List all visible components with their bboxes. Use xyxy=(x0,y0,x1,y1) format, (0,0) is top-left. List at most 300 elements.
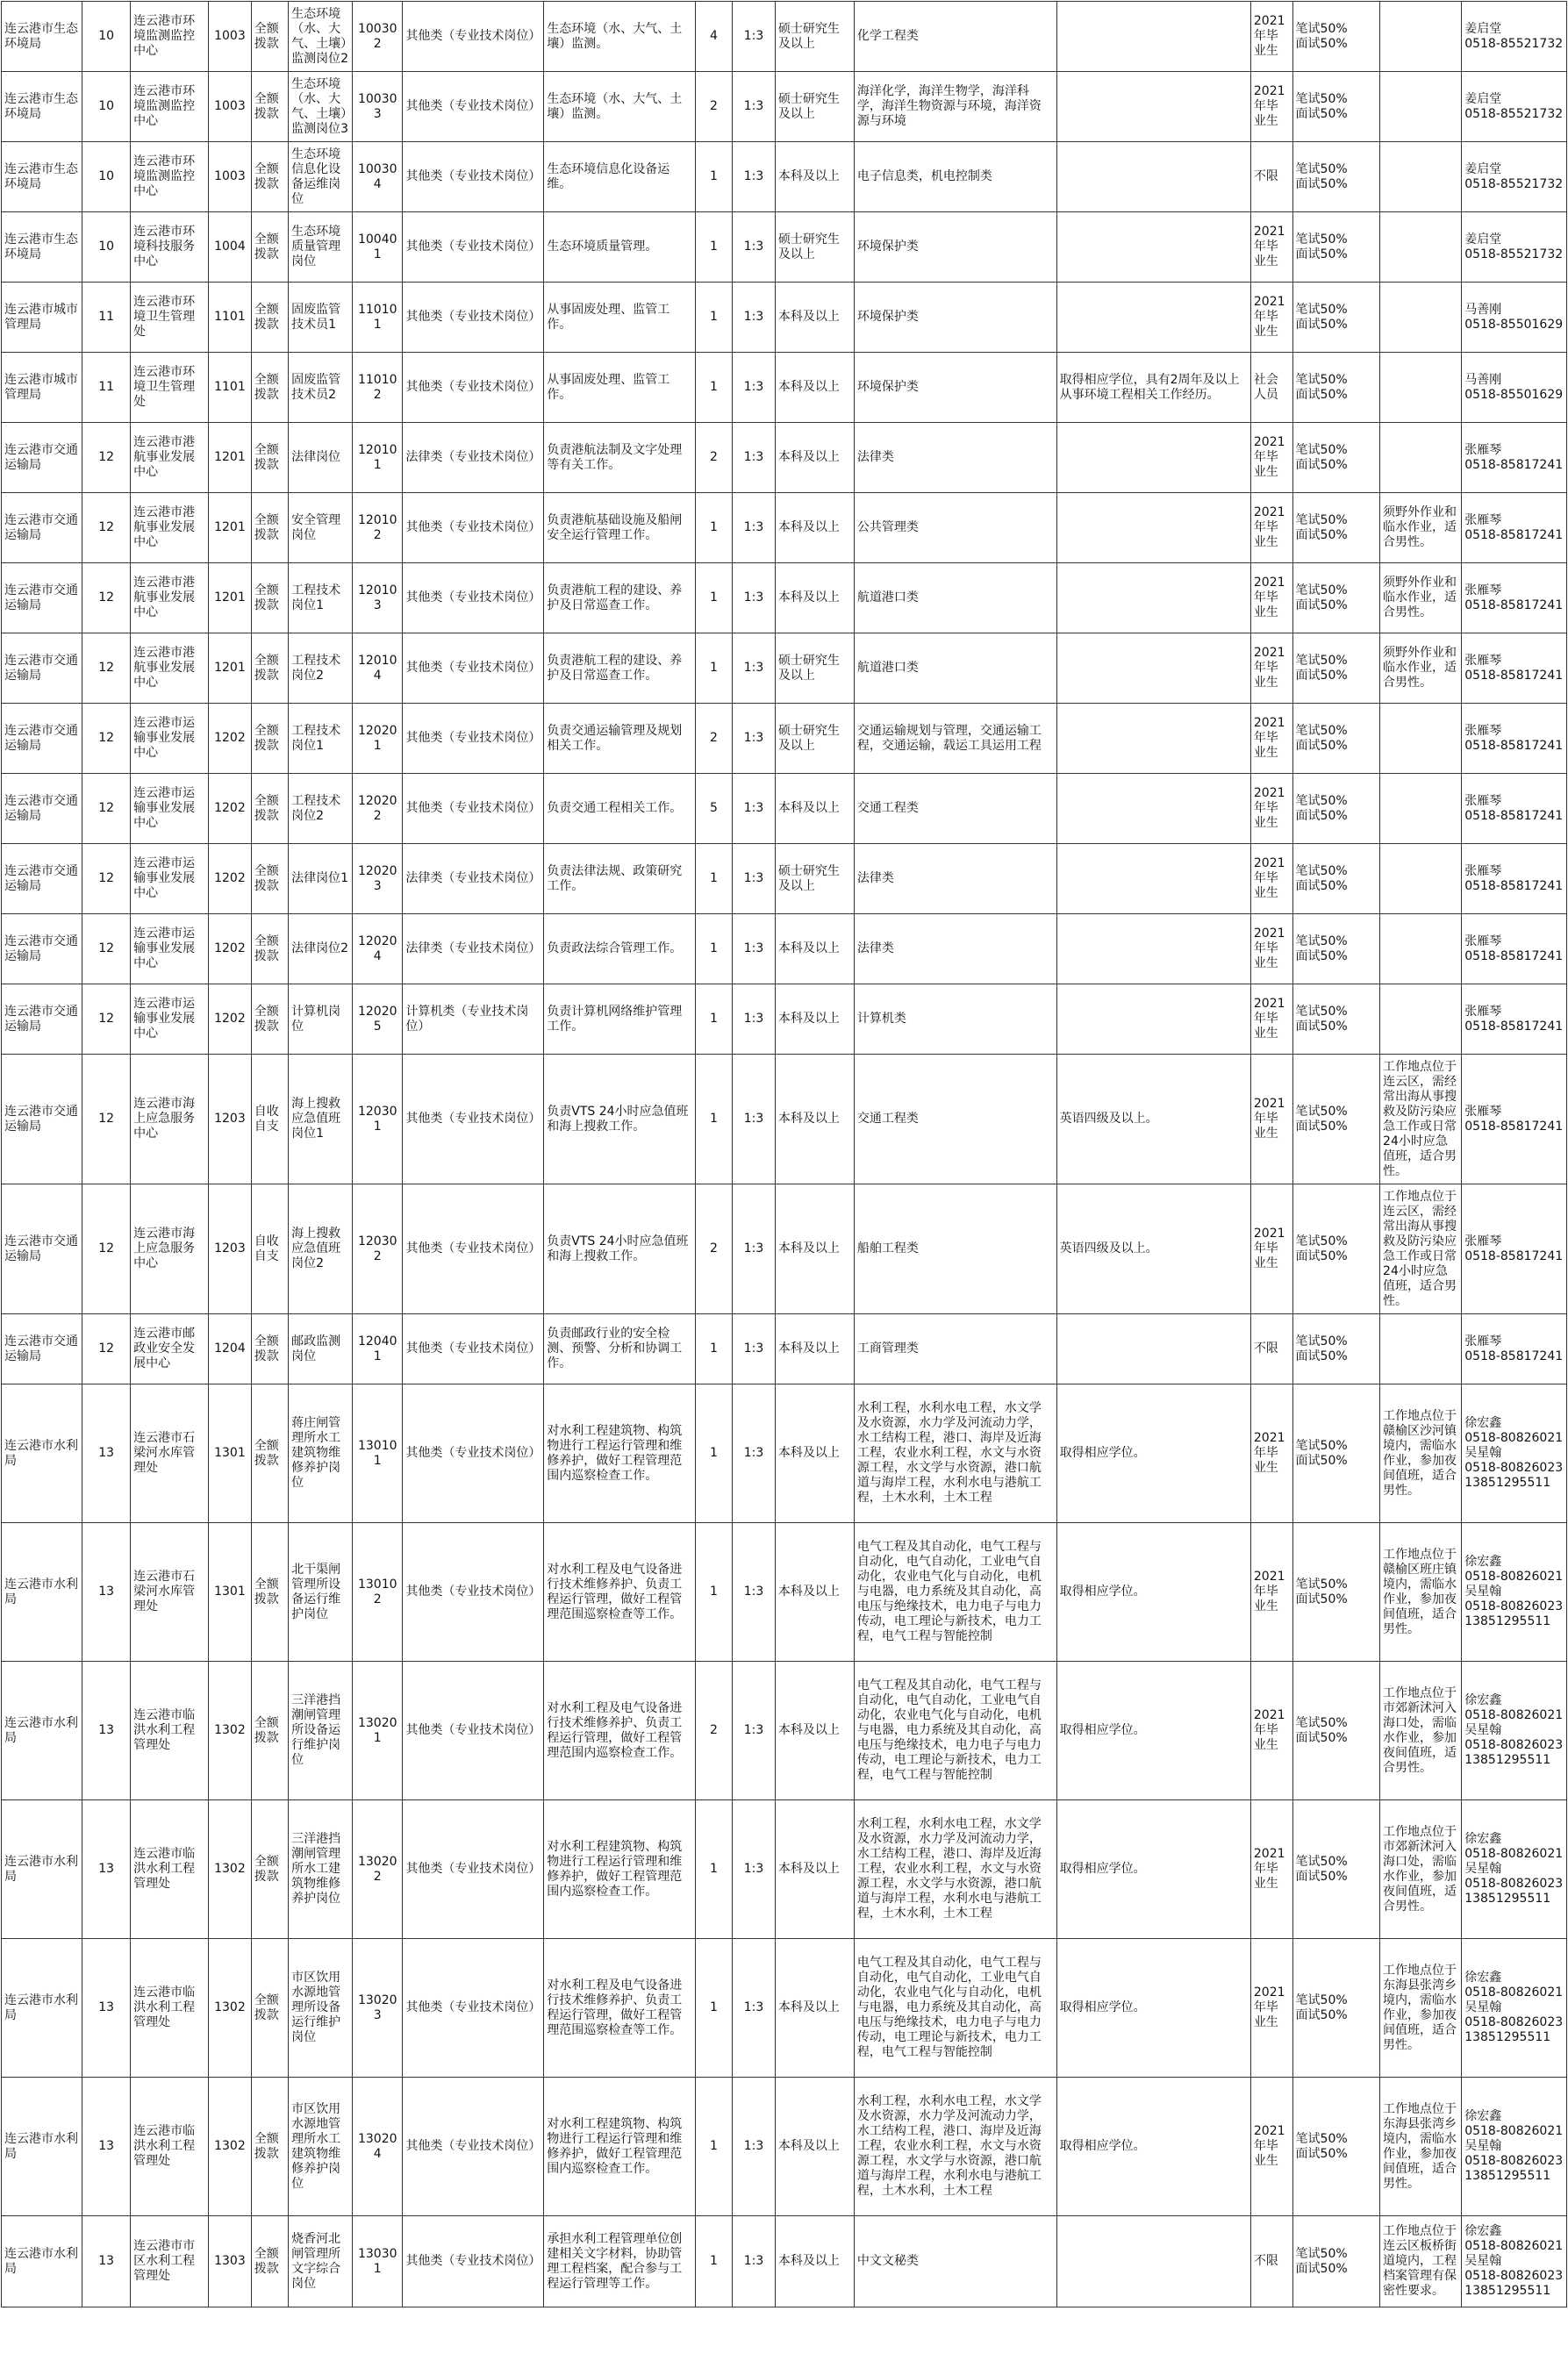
remark-cell: 工作地点位于连云区，需经常出海从事搜救及防污染应急工作或日常24小时应急值班，适合男性。 xyxy=(1380,1055,1462,1184)
remark-cell xyxy=(1380,142,1462,212)
exam-weight-cell: 笔试50% 面试50% xyxy=(1292,2,1380,72)
education-cell: 本科及以上 xyxy=(775,1939,854,2078)
table-row xyxy=(2,2,1567,72)
contact-cell: 姜启堂 0518-85521732 xyxy=(1462,72,1567,142)
post-category-cell: 其他类（专业技术岗位） xyxy=(403,1662,544,1800)
recruit-target-cell: 2021年毕业生 xyxy=(1250,423,1292,493)
post-category-cell: 其他类（专业技术岗位） xyxy=(403,2216,544,2307)
unit-cell: 连云港市环境监测监控中心 xyxy=(131,142,209,212)
funding-type-cell: 自收自支 xyxy=(251,1184,288,1314)
duty-cell: 对水利工程及电气设备进行技术维修养护、负责工程运行管理，做好工程管理范围巡察检查等工作。 xyxy=(544,1523,696,1662)
recruit-target-cell: 2021年毕业生 xyxy=(1250,1523,1292,1662)
duty-cell: 负责交通运输管理及规划相关工作。 xyxy=(544,704,696,774)
exam-weight-cell: 笔试50% 面试50% xyxy=(1292,212,1380,283)
exam-ratio-cell: 1:3 xyxy=(733,493,776,563)
other-requirement-cell xyxy=(1056,212,1250,283)
department-code-cell: 11 xyxy=(82,283,131,353)
table-row xyxy=(2,633,1567,704)
education-cell: 本科及以上 xyxy=(775,493,854,563)
major-cell: 电气工程及其自动化，电气工程与自动化，电气自动化，工业电气自动化，农业电气化与自动化，电机与电器，电力系统及其自动化，高电压与绝缘技术，电力电子与电力传动，电工理论与新技术，电力工程，电气工程与智能控制 xyxy=(854,1939,1056,2078)
recruit-target-cell: 2021年毕业生 xyxy=(1250,1800,1292,1939)
other-requirement-cell xyxy=(1056,72,1250,142)
table-row xyxy=(2,423,1567,493)
unit-code-cell: 1302 xyxy=(209,1939,252,2078)
post-category-cell: 其他类（专业技术岗位） xyxy=(403,283,544,353)
exam-weight-cell: 笔试50% 面试50% xyxy=(1292,704,1380,774)
post-name-cell: 北干渠闸管理所设备运行维护岗位 xyxy=(289,1523,353,1662)
post-code-cell: 110102 xyxy=(353,353,403,423)
duty-cell: 生态环境（水、大气、土壤）监测。 xyxy=(544,72,696,142)
post-name-cell: 工程技术岗位2 xyxy=(289,774,353,844)
department-code-cell: 13 xyxy=(82,1384,131,1523)
duty-cell: 对水利工程及电气设备进行技术维修养护、负责工程运行管理，做好工程管理范围内巡察检查工作。 xyxy=(544,1662,696,1800)
table-row xyxy=(2,2078,1567,2216)
unit-cell: 连云港市港航事业发展中心 xyxy=(131,423,209,493)
duty-cell: 负责政法综合管理工作。 xyxy=(544,914,696,984)
post-category-cell: 计算机类（专业技术岗位） xyxy=(403,984,544,1055)
major-cell: 法律类 xyxy=(854,423,1056,493)
post-name-cell: 工程技术岗位1 xyxy=(289,704,353,774)
major-cell: 法律类 xyxy=(854,844,1056,914)
post-code-cell: 120101 xyxy=(353,423,403,493)
post-code-cell: 120201 xyxy=(353,704,403,774)
funding-type-cell: 全额拨款 xyxy=(251,283,288,353)
education-cell: 硕士研究生及以上 xyxy=(775,844,854,914)
unit-code-cell: 1201 xyxy=(209,423,252,493)
major-cell: 船舶工程类 xyxy=(854,1184,1056,1314)
unit-cell: 连云港市石梁河水库管理处 xyxy=(131,1384,209,1523)
contact-cell: 徐宏鑫 0518-80826021 吴星翰 0518-80826023 13851295511 xyxy=(1462,2078,1567,2216)
unit-code-cell: 1203 xyxy=(209,1055,252,1184)
department-code-cell: 11 xyxy=(82,353,131,423)
post-name-cell: 生态环境质量管理岗位 xyxy=(289,212,353,283)
contact-cell: 张雁琴 0518-85817241 xyxy=(1462,563,1567,633)
recruit-target-cell: 2021年毕业生 xyxy=(1250,493,1292,563)
department-cell: 连云港市城市管理局 xyxy=(2,353,82,423)
major-cell: 交通运输规划与管理，交通运输工程，交通运输，载运工具运用工程 xyxy=(854,704,1056,774)
other-requirement-cell xyxy=(1056,704,1250,774)
headcount-cell: 1 xyxy=(695,633,732,704)
table-row xyxy=(2,984,1567,1055)
post-code-cell: 130101 xyxy=(353,1384,403,1523)
major-cell: 电气工程及其自动化，电气工程与自动化，电气自动化，工业电气自动化，农业电气化与自动化，电机与电器，电力系统及其自动化，高电压与绝缘技术，电力电子与电力传动，电工理论与新技术，电力工程，电气工程与智能控制 xyxy=(854,1523,1056,1662)
post-name-cell: 工程技术岗位1 xyxy=(289,563,353,633)
department-code-cell: 12 xyxy=(82,984,131,1055)
exam-weight-cell: 笔试50% 面试50% xyxy=(1292,1662,1380,1800)
major-cell: 航道港口类 xyxy=(854,563,1056,633)
exam-ratio-cell: 1:3 xyxy=(733,353,776,423)
funding-type-cell: 全额拨款 xyxy=(251,1939,288,2078)
remark-cell xyxy=(1380,984,1462,1055)
major-cell: 环境保护类 xyxy=(854,353,1056,423)
funding-type-cell: 全额拨款 xyxy=(251,1800,288,1939)
post-code-cell: 100304 xyxy=(353,142,403,212)
major-cell: 环境保护类 xyxy=(854,283,1056,353)
other-requirement-cell: 取得相应学位。 xyxy=(1056,1523,1250,1662)
contact-cell: 张雁琴 0518-85817241 xyxy=(1462,844,1567,914)
exam-ratio-cell: 1:3 xyxy=(733,984,776,1055)
education-cell: 本科及以上 xyxy=(775,563,854,633)
department-code-cell: 12 xyxy=(82,493,131,563)
post-category-cell: 其他类（专业技术岗位） xyxy=(403,2,544,72)
exam-ratio-cell: 1:3 xyxy=(733,914,776,984)
education-cell: 本科及以上 xyxy=(775,774,854,844)
department-cell: 连云港市交通运输局 xyxy=(2,1314,82,1384)
department-code-cell: 13 xyxy=(82,1662,131,1800)
remark-cell: 工作地点位于赣榆区沙河镇境内，需临水作业，参加夜间值班，适合男性。 xyxy=(1380,1384,1462,1523)
headcount-cell: 1 xyxy=(695,493,732,563)
department-code-cell: 12 xyxy=(82,423,131,493)
unit-cell: 连云港市临洪水利工程管理处 xyxy=(131,1800,209,1939)
exam-weight-cell: 笔试50% 面试50% xyxy=(1292,984,1380,1055)
exam-weight-cell: 笔试50% 面试50% xyxy=(1292,774,1380,844)
other-requirement-cell xyxy=(1056,563,1250,633)
duty-cell: 负责港航工程的建设、养护及日常巡查工作。 xyxy=(544,563,696,633)
department-cell: 连云港市交通运输局 xyxy=(2,914,82,984)
exam-ratio-cell: 1:3 xyxy=(733,1662,776,1800)
major-cell: 水利工程，水利水电工程，水文学及水资源，水力学及河流动力学，水工结构工程，港口、海岸及近海工程，农业水利工程，水文与水资源工程，水文学与水资源，港口航道与海岸工程，水利水电与港航工程，土木水利，土木工程 xyxy=(854,2078,1056,2216)
recruit-target-cell: 2021年毕业生 xyxy=(1250,563,1292,633)
table-row xyxy=(2,1184,1567,1314)
remark-cell xyxy=(1380,283,1462,353)
post-name-cell: 固废监管技术员2 xyxy=(289,353,353,423)
exam-ratio-cell: 1:3 xyxy=(733,1184,776,1314)
post-name-cell: 市区饮用水源地管理所设备运行维护岗位 xyxy=(289,1939,353,2078)
headcount-cell: 1 xyxy=(695,1523,732,1662)
department-cell: 连云港市水利局 xyxy=(2,2078,82,2216)
contact-cell: 姜启堂 0518-85521732 xyxy=(1462,212,1567,283)
recruit-target-cell: 2021年毕业生 xyxy=(1250,2078,1292,2216)
other-requirement-cell xyxy=(1056,844,1250,914)
headcount-cell: 1 xyxy=(695,2216,732,2307)
exam-weight-cell: 笔试50% 面试50% xyxy=(1292,2216,1380,2307)
unit-code-cell: 1101 xyxy=(209,283,252,353)
unit-cell: 连云港市环境监测监控中心 xyxy=(131,72,209,142)
duty-cell: 对水利工程建筑物、构筑物进行工程运行管理和维修养护，做好工程管理范围内巡察检查工作。 xyxy=(544,2078,696,2216)
funding-type-cell: 全额拨款 xyxy=(251,212,288,283)
funding-type-cell: 全额拨款 xyxy=(251,423,288,493)
exam-weight-cell: 笔试50% 面试50% xyxy=(1292,563,1380,633)
education-cell: 硕士研究生及以上 xyxy=(775,704,854,774)
post-code-cell: 120401 xyxy=(353,1314,403,1384)
unit-cell: 连云港市海上应急服务中心 xyxy=(131,1184,209,1314)
other-requirement-cell: 取得相应学位。 xyxy=(1056,2078,1250,2216)
contact-cell: 张雁琴 0518-85817241 xyxy=(1462,1314,1567,1384)
table-row xyxy=(2,1314,1567,1384)
unit-code-cell: 1003 xyxy=(209,142,252,212)
department-code-cell: 12 xyxy=(82,1184,131,1314)
duty-cell: 对水利工程建筑物、构筑物进行工程运行管理和维修养护，做好工程管理范围内巡察检查工作。 xyxy=(544,1384,696,1523)
exam-ratio-cell: 1:3 xyxy=(733,72,776,142)
recruit-target-cell: 2021年毕业生 xyxy=(1250,774,1292,844)
post-category-cell: 其他类（专业技术岗位） xyxy=(403,1800,544,1939)
contact-cell: 张雁琴 0518-85817241 xyxy=(1462,493,1567,563)
recruit-target-cell: 2021年毕业生 xyxy=(1250,72,1292,142)
remark-cell: 工作地点位于市郊新沭河入海口处，需临水作业，参加夜间值班，适合男性。 xyxy=(1380,1800,1462,1939)
exam-weight-cell: 笔试50% 面试50% xyxy=(1292,1314,1380,1384)
unit-cell: 连云港市市区水利工程管理处 xyxy=(131,2216,209,2307)
post-code-cell: 100302 xyxy=(353,2,403,72)
post-name-cell: 工程技术岗位2 xyxy=(289,633,353,704)
unit-cell: 连云港市运输事业发展中心 xyxy=(131,844,209,914)
contact-cell: 张雁琴 0518-85817241 xyxy=(1462,704,1567,774)
headcount-cell: 2 xyxy=(695,423,732,493)
department-cell: 连云港市交通运输局 xyxy=(2,1055,82,1184)
duty-cell: 承担水利工程管理单位创建相关文字材料，协助管理工程档案，配合参与工程运行管理等工作。 xyxy=(544,2216,696,2307)
exam-weight-cell: 笔试50% 面试50% xyxy=(1292,423,1380,493)
funding-type-cell: 全额拨款 xyxy=(251,844,288,914)
post-category-cell: 其他类（专业技术岗位） xyxy=(403,1384,544,1523)
unit-cell: 连云港市环境科技服务中心 xyxy=(131,212,209,283)
post-name-cell: 市区饮用水源地管理所水工建筑物维修养护岗位 xyxy=(289,2078,353,2216)
post-category-cell: 其他类（专业技术岗位） xyxy=(403,2078,544,2216)
exam-ratio-cell: 1:3 xyxy=(733,1055,776,1184)
department-code-cell: 10 xyxy=(82,2,131,72)
post-name-cell: 生态环境（水、大气、土壤）监测岗位2 xyxy=(289,2,353,72)
other-requirement-cell xyxy=(1056,142,1250,212)
unit-cell: 连云港市邮政业安全发展中心 xyxy=(131,1314,209,1384)
contact-cell: 徐宏鑫 0518-80826021 吴星翰 0518-80826023 13851295511 xyxy=(1462,1662,1567,1800)
funding-type-cell: 全额拨款 xyxy=(251,1662,288,1800)
headcount-cell: 2 xyxy=(695,704,732,774)
headcount-cell: 1 xyxy=(695,914,732,984)
funding-type-cell: 全额拨款 xyxy=(251,353,288,423)
funding-type-cell: 全额拨款 xyxy=(251,704,288,774)
headcount-cell: 1 xyxy=(695,1939,732,2078)
table-row xyxy=(2,142,1567,212)
unit-code-cell: 1202 xyxy=(209,984,252,1055)
exam-weight-cell: 笔试50% 面试50% xyxy=(1292,353,1380,423)
headcount-cell: 1 xyxy=(695,2078,732,2216)
exam-ratio-cell: 1:3 xyxy=(733,633,776,704)
table-row xyxy=(2,2216,1567,2307)
duty-cell: 负责港航法制及文字处理等有关工作。 xyxy=(544,423,696,493)
contact-cell: 姜启堂 0518-85521732 xyxy=(1462,2,1567,72)
contact-cell: 张雁琴 0518-85817241 xyxy=(1462,914,1567,984)
post-code-cell: 130203 xyxy=(353,1939,403,2078)
remark-cell: 工作地点位于东海县张湾乡境内，需临水作业，参加夜间值班，适合男性。 xyxy=(1380,2078,1462,2216)
remark-cell: 工作地点位于东海县张湾乡境内，需临水作业，参加夜间值班，适合男性。 xyxy=(1380,1939,1462,2078)
major-cell: 航道港口类 xyxy=(854,633,1056,704)
post-code-cell: 110101 xyxy=(353,283,403,353)
other-requirement-cell xyxy=(1056,493,1250,563)
remark-cell: 须野外作业和临水作业，适合男性。 xyxy=(1380,633,1462,704)
department-code-cell: 12 xyxy=(82,1314,131,1384)
funding-type-cell: 全额拨款 xyxy=(251,1314,288,1384)
headcount-cell: 1 xyxy=(695,1314,732,1384)
education-cell: 硕士研究生及以上 xyxy=(775,212,854,283)
post-name-cell: 生态环境（水、大气、土壤）监测岗位3 xyxy=(289,72,353,142)
department-cell: 连云港市交通运输局 xyxy=(2,984,82,1055)
table-row xyxy=(2,914,1567,984)
unit-cell: 连云港市运输事业发展中心 xyxy=(131,704,209,774)
duty-cell: 负责法律法规、政策研究工作。 xyxy=(544,844,696,914)
department-cell: 连云港市交通运输局 xyxy=(2,774,82,844)
exam-ratio-cell: 1:3 xyxy=(733,212,776,283)
duty-cell: 对水利工程及电气设备进行技术维修养护、负责工程运行管理，做好工程管理范围巡察检查等工作。 xyxy=(544,1939,696,2078)
unit-code-cell: 1202 xyxy=(209,704,252,774)
unit-code-cell: 1204 xyxy=(209,1314,252,1384)
exam-weight-cell: 笔试50% 面试50% xyxy=(1292,1055,1380,1184)
department-code-cell: 12 xyxy=(82,704,131,774)
post-name-cell: 法律岗位1 xyxy=(289,844,353,914)
recruit-target-cell: 2021年毕业生 xyxy=(1250,1662,1292,1800)
department-cell: 连云港市水利局 xyxy=(2,1384,82,1523)
education-cell: 本科及以上 xyxy=(775,142,854,212)
recruit-target-cell: 2021年毕业生 xyxy=(1250,633,1292,704)
exam-weight-cell: 笔试50% 面试50% xyxy=(1292,72,1380,142)
education-cell: 本科及以上 xyxy=(775,1523,854,1662)
contact-cell: 马善刚 0518-85501629 xyxy=(1462,283,1567,353)
unit-cell: 连云港市环境监测监控中心 xyxy=(131,2,209,72)
exam-weight-cell: 笔试50% 面试50% xyxy=(1292,844,1380,914)
major-cell: 化学工程类 xyxy=(854,2,1056,72)
department-cell: 连云港市交通运输局 xyxy=(2,563,82,633)
unit-code-cell: 1201 xyxy=(209,493,252,563)
department-cell: 连云港市生态环境局 xyxy=(2,2,82,72)
unit-cell: 连云港市运输事业发展中心 xyxy=(131,774,209,844)
post-category-cell: 其他类（专业技术岗位） xyxy=(403,1523,544,1662)
exam-ratio-cell: 1:3 xyxy=(733,1384,776,1523)
post-code-cell: 120205 xyxy=(353,984,403,1055)
education-cell: 本科及以上 xyxy=(775,1184,854,1314)
department-cell: 连云港市水利局 xyxy=(2,1523,82,1662)
remark-cell xyxy=(1380,1314,1462,1384)
duty-cell: 负责港航工程的建设、养护及日常巡查工作。 xyxy=(544,633,696,704)
education-cell: 硕士研究生及以上 xyxy=(775,72,854,142)
unit-code-cell: 1201 xyxy=(209,633,252,704)
duty-cell: 负责交通工程相关工作。 xyxy=(544,774,696,844)
other-requirement-cell: 取得相应学位。 xyxy=(1056,1662,1250,1800)
post-code-cell: 120202 xyxy=(353,774,403,844)
unit-cell: 连云港市临洪水利工程管理处 xyxy=(131,1939,209,2078)
education-cell: 本科及以上 xyxy=(775,2078,854,2216)
major-cell: 计算机类 xyxy=(854,984,1056,1055)
education-cell: 本科及以上 xyxy=(775,1055,854,1184)
duty-cell: 负责港航基础设施及船闸安全运行管理工作。 xyxy=(544,493,696,563)
department-cell: 连云港市交通运输局 xyxy=(2,844,82,914)
table-row xyxy=(2,1662,1567,1800)
education-cell: 本科及以上 xyxy=(775,1314,854,1384)
headcount-cell: 1 xyxy=(695,844,732,914)
exam-weight-cell: 笔试50% 面试50% xyxy=(1292,633,1380,704)
post-category-cell: 其他类（专业技术岗位） xyxy=(403,774,544,844)
post-category-cell: 其他类（专业技术岗位） xyxy=(403,212,544,283)
department-cell: 连云港市生态环境局 xyxy=(2,212,82,283)
table-row xyxy=(2,1523,1567,1662)
contact-cell: 张雁琴 0518-85817241 xyxy=(1462,423,1567,493)
contact-cell: 姜启堂 0518-85521732 xyxy=(1462,142,1567,212)
department-cell: 连云港市生态环境局 xyxy=(2,142,82,212)
other-requirement-cell xyxy=(1056,2,1250,72)
exam-weight-cell: 笔试50% 面试50% xyxy=(1292,1523,1380,1662)
contact-cell: 徐宏鑫 0518-80826021 吴星翰 0518-80826023 13851295511 xyxy=(1462,1523,1567,1662)
contact-cell: 徐宏鑫 0518-80826021 吴星翰 0518-80826023 13851295511 xyxy=(1462,2216,1567,2307)
department-code-cell: 13 xyxy=(82,2078,131,2216)
unit-cell: 连云港市临洪水利工程管理处 xyxy=(131,2078,209,2216)
duty-cell: 负责VTS 24小时应急值班和海上搜救工作。 xyxy=(544,1184,696,1314)
post-category-cell: 其他类（专业技术岗位） xyxy=(403,704,544,774)
table-row xyxy=(2,844,1567,914)
major-cell: 交通工程类 xyxy=(854,774,1056,844)
contact-cell: 徐宏鑫 0518-80826021 吴星翰 0518-80826023 13851295511 xyxy=(1462,1800,1567,1939)
post-category-cell: 法律类（专业技术岗位） xyxy=(403,844,544,914)
exam-weight-cell: 笔试50% 面试50% xyxy=(1292,142,1380,212)
department-code-cell: 12 xyxy=(82,1055,131,1184)
major-cell: 电子信息类，机电控制类 xyxy=(854,142,1056,212)
education-cell: 本科及以上 xyxy=(775,1662,854,1800)
funding-type-cell: 全额拨款 xyxy=(251,914,288,984)
department-code-cell: 10 xyxy=(82,212,131,283)
major-cell: 交通工程类 xyxy=(854,1055,1056,1184)
department-cell: 连云港市交通运输局 xyxy=(2,704,82,774)
duty-cell: 生态环境（水、大气、土壤）监测。 xyxy=(544,2,696,72)
other-requirement-cell: 取得相应学位，具有2周年及以上从事环境工程相关工作经历。 xyxy=(1056,353,1250,423)
post-name-cell: 安全管理岗位 xyxy=(289,493,353,563)
contact-cell: 张雁琴 0518-85817241 xyxy=(1462,774,1567,844)
post-name-cell: 三洋港挡潮闸管理所水工建筑物维修养护岗位 xyxy=(289,1800,353,1939)
post-name-cell: 法律岗位 xyxy=(289,423,353,493)
remark-cell xyxy=(1380,212,1462,283)
funding-type-cell: 全额拨款 xyxy=(251,774,288,844)
funding-type-cell: 全额拨款 xyxy=(251,563,288,633)
unit-cell: 连云港市海上应急服务中心 xyxy=(131,1055,209,1184)
exam-weight-cell: 笔试50% 面试50% xyxy=(1292,2078,1380,2216)
remark-cell xyxy=(1380,914,1462,984)
table-row xyxy=(2,1055,1567,1184)
funding-type-cell: 自收自支 xyxy=(251,1055,288,1184)
exam-ratio-cell: 1:3 xyxy=(733,2216,776,2307)
post-name-cell: 法律岗位2 xyxy=(289,914,353,984)
post-name-cell: 三洋港挡潮闸管理所设备运行维护岗位 xyxy=(289,1662,353,1800)
post-code-cell: 120102 xyxy=(353,493,403,563)
recruit-target-cell: 2021年毕业生 xyxy=(1250,283,1292,353)
contact-cell: 张雁琴 0518-85817241 xyxy=(1462,984,1567,1055)
exam-weight-cell: 笔试50% 面试50% xyxy=(1292,1384,1380,1523)
other-requirement-cell xyxy=(1056,1314,1250,1384)
remark-cell xyxy=(1380,774,1462,844)
post-code-cell: 130201 xyxy=(353,1662,403,1800)
recruit-target-cell: 2021年毕业生 xyxy=(1250,914,1292,984)
education-cell: 本科及以上 xyxy=(775,353,854,423)
department-cell: 连云港市交通运输局 xyxy=(2,493,82,563)
recruit-target-cell: 2021年毕业生 xyxy=(1250,704,1292,774)
headcount-cell: 5 xyxy=(695,774,732,844)
post-category-cell: 法律类（专业技术岗位） xyxy=(403,914,544,984)
other-requirement-cell: 取得相应学位。 xyxy=(1056,1384,1250,1523)
remark-cell xyxy=(1380,704,1462,774)
unit-code-cell: 1302 xyxy=(209,1800,252,1939)
major-cell: 工商管理类 xyxy=(854,1314,1056,1384)
exam-ratio-cell: 1:3 xyxy=(733,2078,776,2216)
department-cell: 连云港市水利局 xyxy=(2,1800,82,1939)
other-requirement-cell xyxy=(1056,423,1250,493)
contact-cell: 张雁琴 0518-85817241 xyxy=(1462,1055,1567,1184)
other-requirement-cell: 取得相应学位。 xyxy=(1056,1939,1250,2078)
table-row xyxy=(2,353,1567,423)
post-code-cell: 120104 xyxy=(353,633,403,704)
headcount-cell: 2 xyxy=(695,1662,732,1800)
exam-ratio-cell: 1:3 xyxy=(733,1800,776,1939)
major-cell: 水利工程，水利水电工程，水文学及水资源，水力学及河流动力学，水工结构工程，港口、海岸及近海工程，农业水利工程，水文与水资源工程，水文学与水资源，港口航道与海岸工程，水利水电与港航工程，土木水利，土木工程 xyxy=(854,1800,1056,1939)
other-requirement-cell xyxy=(1056,633,1250,704)
remark-cell: 工作地点位于连云区，需经常出海从事搜救及防污染应急工作或日常24小时应急值班，适合男性。 xyxy=(1380,1184,1462,1314)
exam-weight-cell: 笔试50% 面试50% xyxy=(1292,283,1380,353)
post-category-cell: 法律类（专业技术岗位） xyxy=(403,423,544,493)
exam-weight-cell: 笔试50% 面试50% xyxy=(1292,1184,1380,1314)
job-table xyxy=(1,1,1567,2307)
post-category-cell: 其他类（专业技术岗位） xyxy=(403,563,544,633)
